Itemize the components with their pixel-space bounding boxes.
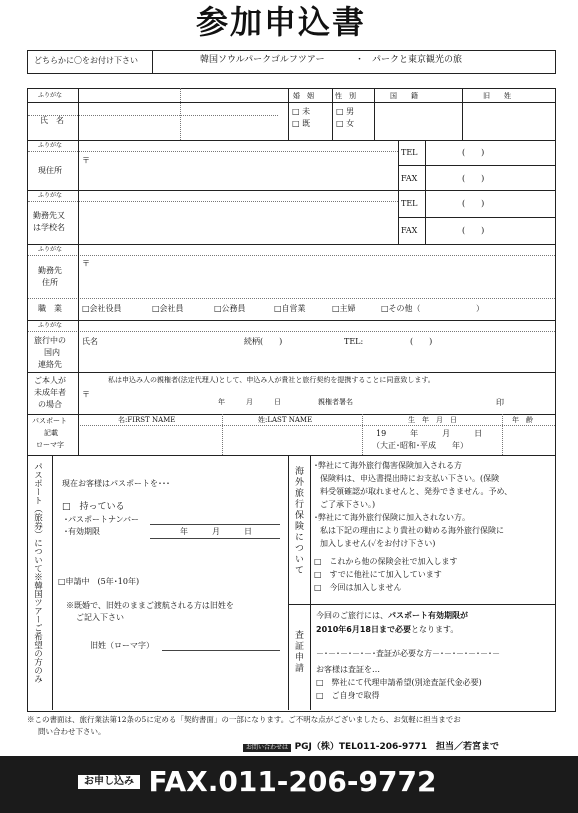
visa-line-1: [316, 612, 468, 620]
insurance-line-4: ご了承下さい。): [320, 500, 376, 509]
visa-side-label: 査証申請: [293, 630, 303, 674]
emergency-relation[interactable]: 続柄( ): [244, 337, 283, 346]
visa-divider: －･－･－･－･－･査証が必要な方－･－･－･－･－･－: [316, 649, 500, 658]
emergency-tel-paren[interactable]: ( ): [410, 337, 433, 346]
occ-employee[interactable]: □会社員: [152, 304, 184, 313]
address-label: 現住所: [38, 166, 62, 175]
tour-option-separator: ・: [355, 55, 365, 65]
home-tel-label: TEL: [401, 148, 418, 157]
emergency-label-2: 国内: [44, 348, 60, 357]
former-name-label: 旧 姓: [483, 92, 511, 100]
occupation-label: 職 業: [38, 304, 62, 313]
minor-label-3: の場合: [38, 400, 62, 409]
age-label: 年 齢: [512, 416, 533, 424]
insurance-line-3: 料受領確認が取れませんと、発券できません。予め、: [320, 487, 513, 496]
contract-note-1: ※この書面は、旅行業法第12条の5に定める「契約書面」の一部になります。ご不明な点がございましたら、お気軽に担当までお: [27, 715, 461, 724]
emergency-label-3: 連絡先: [38, 360, 62, 369]
visa-option-self[interactable]: □ ご自身で取得: [316, 691, 380, 700]
occ-other-close: ）: [476, 304, 484, 313]
name-label: 氏 名: [40, 116, 64, 125]
fax-number[interactable]: FAX.011-206-9772: [148, 765, 437, 798]
insurance-line-5: ･弊社にて海外旅行保険に加入されない方。: [314, 513, 470, 522]
married-note-2: ご記入下さい: [76, 613, 124, 622]
footer-apply: [78, 765, 437, 798]
visa-ask: お客様は査証を…: [316, 665, 380, 674]
contact-badge: お問い合わせは: [242, 743, 292, 753]
occ-executive[interactable]: □会社役員: [82, 304, 122, 313]
minor-date[interactable]: 年 月 日: [218, 398, 281, 406]
home-fax-label: FAX: [401, 174, 418, 183]
visa-line-2-text: となります。: [410, 625, 459, 634]
emergency-tel-label: TEL:: [344, 337, 364, 346]
occ-homemaker[interactable]: □主婦: [332, 304, 356, 313]
minor-consent-text: 私は申込み人の親権者(法定代理人)として、申込み人が貴社と旅行契約を提携することに同意致します。: [108, 376, 435, 384]
visa-deadline: 2010年6月18日まで必要: [316, 625, 411, 634]
minor-seal: 印: [496, 398, 504, 407]
work-fax-paren[interactable]: ( ): [462, 226, 485, 235]
passport-side-label: パスポート（旅券）について※韓国ツアーご希望の方のみ: [32, 462, 43, 683]
passport-label-2: 記載: [44, 429, 58, 437]
passport-have-checkbox[interactable]: □ 持っている: [62, 502, 125, 512]
furigana-label: ふりがな: [38, 322, 63, 329]
name-input[interactable]: [82, 105, 282, 138]
apply-badge: お申し込み: [78, 775, 140, 789]
workplace-label-1: 勤務先又: [33, 211, 65, 220]
passport-intro: 現在お客様はパスポートを･･･: [62, 479, 170, 488]
visa-line-1-bold: パスポート有効期限が: [388, 611, 468, 620]
insurance-option-already[interactable]: □ すでに他社にて加入しています: [314, 570, 442, 579]
visa-line-2: [316, 626, 458, 634]
passport-expiry-date[interactable]: 年 月 日: [180, 527, 252, 536]
passport-label-3: ローマ字: [36, 441, 64, 449]
work-postal-mark: 〒: [82, 259, 90, 268]
postal-mark: 〒: [82, 156, 90, 165]
visa-line-1-text: 今回のご旅行には、: [316, 611, 388, 620]
passport-expiry-label: ･有効期限: [64, 527, 100, 536]
first-name-label: 名:FIRST NAME: [118, 416, 176, 424]
work-address-label-1: 勤務先: [38, 266, 62, 275]
page-title: 参加申込書: [196, 3, 367, 41]
last-name-label: 姓:LAST NAME: [258, 416, 313, 424]
work-address-label-2: 住所: [42, 278, 58, 287]
insurance-option-none[interactable]: □ 今回は加入しません: [314, 583, 402, 592]
insurance-line-6: 私は下記の理由により貴社の勧める海外旅行保険に: [320, 526, 504, 535]
visa-option-agency[interactable]: □ 弊社にて代理申請希望(別途査証代金必要): [316, 678, 482, 687]
male-checkbox[interactable]: □ 男: [336, 107, 355, 116]
occ-self-employed[interactable]: □自営業: [274, 304, 306, 313]
minor-label-1: ご本人が: [34, 376, 66, 385]
emergency-name-label: 氏名: [82, 337, 98, 346]
tour-option-tokyo[interactable]: パークと東京観光の旅: [372, 55, 463, 65]
occ-other[interactable]: □その他（: [381, 304, 421, 313]
married-checkbox[interactable]: □ 既: [292, 119, 311, 128]
passport-number-label: ･パスポートナンバー: [64, 515, 140, 524]
marital-label: 婚 姻: [293, 92, 314, 100]
choice-prompt: どちらかに〇をお付け下さい: [34, 56, 138, 65]
insurance-line-1: ･弊社にて海外旅行傷害保険加入される方: [314, 461, 462, 470]
insurance-side-label: 海外旅行保険について: [293, 466, 303, 576]
tour-option-korea[interactable]: 韓国ソウルパークゴルフツアー: [200, 55, 325, 65]
insurance-option-other-company[interactable]: □ これから他の保険会社で加入します: [314, 557, 458, 566]
birth-era[interactable]: （大正･昭和･平成 年）: [372, 441, 468, 450]
furigana-label: ふりがな: [38, 192, 63, 199]
nationality-label: 国 籍: [390, 92, 418, 100]
minor-postal-mark: 〒: [82, 390, 90, 399]
home-tel-paren[interactable]: ( ): [462, 148, 485, 157]
insurance-line-2: 保険料は、申込書提出時にお支払い下さい。(保険: [320, 474, 500, 483]
workplace-label-2: は学校名: [33, 223, 65, 232]
contact-text: PGJ（株）TEL011-206-9771 担当／若宮まで: [294, 742, 500, 752]
passport-label-1: パスポート: [32, 417, 67, 425]
birthday-label: 生 年 月 日: [408, 416, 457, 424]
contact-line: [242, 743, 499, 753]
passport-applying-checkbox[interactable]: □申請中 (5年･10年): [58, 577, 140, 586]
work-tel-label: TEL: [401, 199, 418, 208]
work-fax-label: FAX: [401, 226, 418, 235]
birth-year[interactable]: 19 年 月 日: [376, 429, 483, 438]
furigana-label: ふりがな: [38, 92, 63, 99]
furigana-label: ふりがな: [38, 142, 63, 149]
married-note-1: ※既婚で、旧姓のままご渡航される方は旧姓を: [66, 601, 234, 610]
emergency-label-1: 旅行中の: [34, 336, 66, 345]
occ-civil-servant[interactable]: □公務員: [214, 304, 246, 313]
unmarried-checkbox[interactable]: □ 未: [292, 107, 311, 116]
minor-label-2: 未成年者: [34, 388, 66, 397]
work-tel-paren[interactable]: ( ): [462, 199, 485, 208]
insurance-line-7: 加入しません(✓をお付け下さい): [320, 539, 436, 548]
sex-label: 性 別: [335, 92, 356, 100]
home-fax-paren[interactable]: ( ): [462, 174, 485, 183]
female-checkbox[interactable]: □ 女: [336, 119, 355, 128]
contract-note-2: 問い合わせ下さい。: [38, 727, 106, 736]
minor-sign-label: 親権者署名: [318, 398, 353, 406]
furigana-label: ふりがな: [38, 246, 63, 253]
former-romaji-label: 旧姓（ローマ字）: [90, 641, 154, 650]
